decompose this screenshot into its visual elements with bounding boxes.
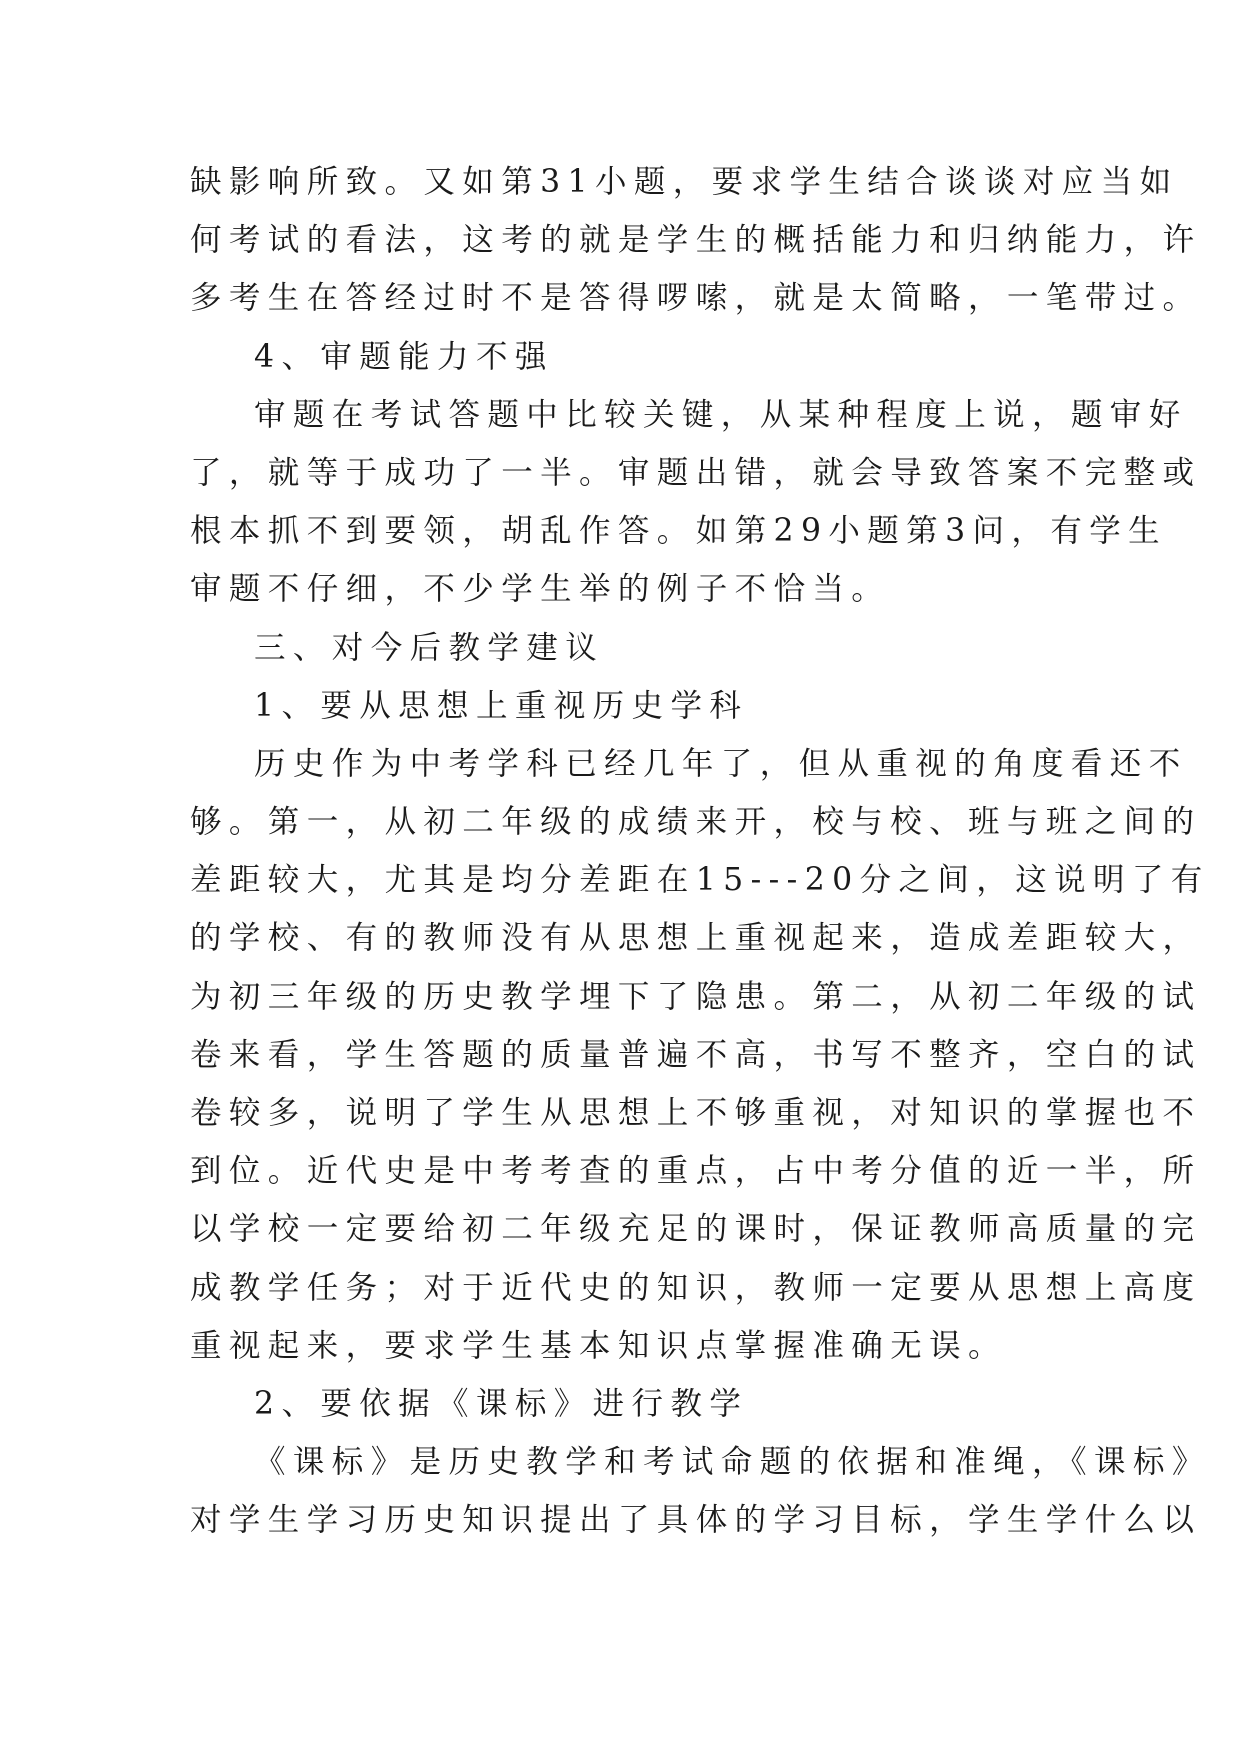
text-line: 根本抓不到要领，胡乱作答。如第29小题第3问，有学生 bbox=[190, 513, 1168, 550]
text-line: 到位。近代史是中考考查的重点，占中考分值的近一半，所 bbox=[190, 1153, 1202, 1190]
text-line: 差距较大，尤其是均分差距在15---20分之间，这说明了有 bbox=[190, 862, 1210, 899]
text-line: 《课标》是历史教学和考试命题的依据和准绳，《课标》 bbox=[254, 1444, 1211, 1481]
text-line: 对学生学习历史知识提出了具体的学习目标，学生学什么以 bbox=[190, 1502, 1202, 1539]
text-line: 历史作为中考学科已经几年了，但从重视的角度看还不 bbox=[254, 745, 1188, 782]
document-page bbox=[190, 153, 1211, 1550]
text-line: 卷较多，说明了学生从思想上不够重视，对知识的掌握也不 bbox=[190, 1095, 1202, 1131]
section-heading: 1、要从思想上重视历史学科 bbox=[254, 687, 749, 724]
text-line: 成教学任务；对于近代史的知识，教师一定要从思想上高度 bbox=[190, 1269, 1202, 1306]
text-line: 为初三年级的历史教学埋下了隐患。第二，从初二年级的试 bbox=[190, 978, 1202, 1015]
section-heading: 2、要依据《课标》进行教学 bbox=[254, 1385, 749, 1422]
section-heading: 三、对今后教学建议 bbox=[254, 629, 605, 666]
text-line: 了，就等于成功了一半。审题出错，就会导致答案不完整或 bbox=[190, 454, 1202, 491]
text-line: 卷来看，学生答题的质量普遍不高，书写不整齐，空白的试 bbox=[190, 1036, 1202, 1073]
text-line: 多考生在答经过时不是答得啰嗦，就是太简略，一笔带过。 bbox=[190, 280, 1202, 317]
text-line: 的学校、有的教师没有从思想上重视起来，造成差距较大， bbox=[190, 920, 1202, 957]
text-line: 审题不仔细，不少学生举的例子不恰当。 bbox=[190, 571, 891, 608]
text-line: 审题在考试答题中比较关键，从某种程度上说，题审好 bbox=[254, 396, 1188, 433]
text-line: 够。第一，从初二年级的成绩来开，校与校、班与班之间的 bbox=[190, 804, 1202, 841]
text-line: 重视起来，要求学生基本知识点掌握准确无误。 bbox=[190, 1327, 1007, 1364]
text-line: 何考试的看法，这考的就是学生的概括能力和归纳能力，许 bbox=[190, 222, 1202, 259]
text-line: 以学校一定要给初二年级充足的课时，保证教师高质量的完 bbox=[190, 1211, 1202, 1248]
section-heading: 4、审题能力不强 bbox=[254, 338, 554, 375]
text-line: 缺影响所致。又如第31小题，要求学生结合谈谈对应当如 bbox=[190, 164, 1179, 200]
